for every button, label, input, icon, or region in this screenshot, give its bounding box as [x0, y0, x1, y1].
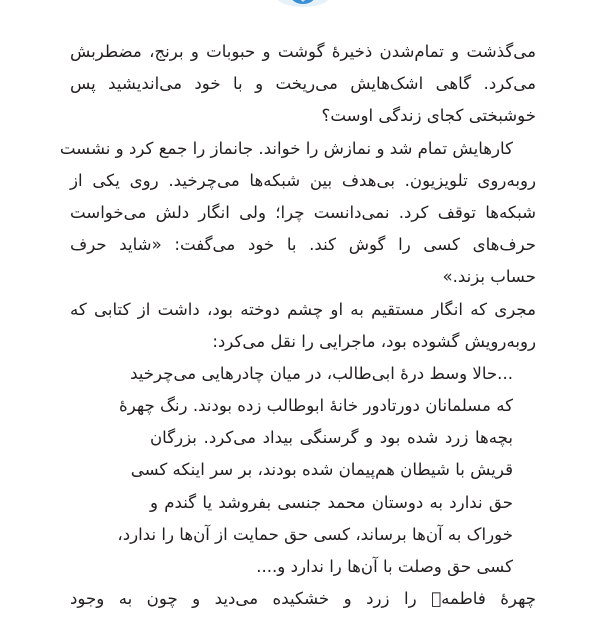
paragraph-4	[70, 583, 536, 615]
text-line: کارهایش تمام شد و نمازش را خواند. جانماز را جمع کرد و نشست	[59, 138, 513, 158]
paragraph-1	[70, 36, 536, 133]
text-line: می‌گذشت و تمام‌شدن ذخیرهٔ گوشت و حبوبات و برنج، مضطربش	[70, 42, 536, 61]
paragraph-3	[70, 294, 536, 358]
text-line: مجری که انگار مستقیم به او چشم دوخته بود، داشت از کتابی که	[70, 299, 536, 319]
text-line: خوشبختی کجای زندگی اوست؟	[321, 106, 536, 126]
text-line: حق ندارد به دوستان محمد جنسی بفروشد یا گندم و	[150, 492, 513, 512]
text-line: روبه‌روی تلویزیون. بی‌هدف بین شبکه‌ها می‌چرخید. روی یکی از	[70, 170, 536, 190]
text-line: روبه‌رویش گشوده بود، ماجرایی را نقل می‌کرد:	[212, 331, 536, 351]
text-line: قریش با شیطان هم‌پیمان شده بودند، بر سر اینکه کسی	[130, 460, 513, 480]
text-line: خوراک به آن‌ها برساند، کسی حق حمایت از آن‌ها را ندارد،	[117, 524, 513, 544]
paragraph-2	[59, 133, 536, 294]
text-line: شبکه‌ها توقف کرد. نمی‌دانست چرا؛ ولی انگار دلش می‌خواست	[70, 202, 536, 222]
text-line: بچه‌ها زرد شده بود و گرسنگی بیداد می‌کرد. بزرگان	[150, 428, 513, 448]
text-line: چهرهٔ فاطمه﷤ را زرد و خشکیده می‌دید و چون به وجود	[70, 589, 536, 609]
text-line: کسی حق وصلت با آن‌ها را ندارد و....	[256, 557, 513, 576]
text-line: که مسلمانان دورتادور خانهٔ ابوطالب زده بودند. رنگ چهرهٔ	[119, 396, 513, 416]
text-line: حرف‌های کسی را گوش کند. با خود می‌گفت: «شاید حرف	[70, 235, 536, 255]
text-line: می‌کرد. گاهی اشک‌هایش می‌ریخت و با خود می‌اندیشید پس	[70, 74, 536, 94]
text-line: حساب بزند.»	[442, 267, 536, 287]
book-page-text	[59, 36, 536, 615]
quoted-passage	[70, 358, 536, 583]
decorative-header-ornament-icon	[274, 0, 332, 8]
text-line: ...حالا وسط درهٔ ابی‌طالب، در میان چادرهایی می‌چرخید	[130, 363, 513, 383]
